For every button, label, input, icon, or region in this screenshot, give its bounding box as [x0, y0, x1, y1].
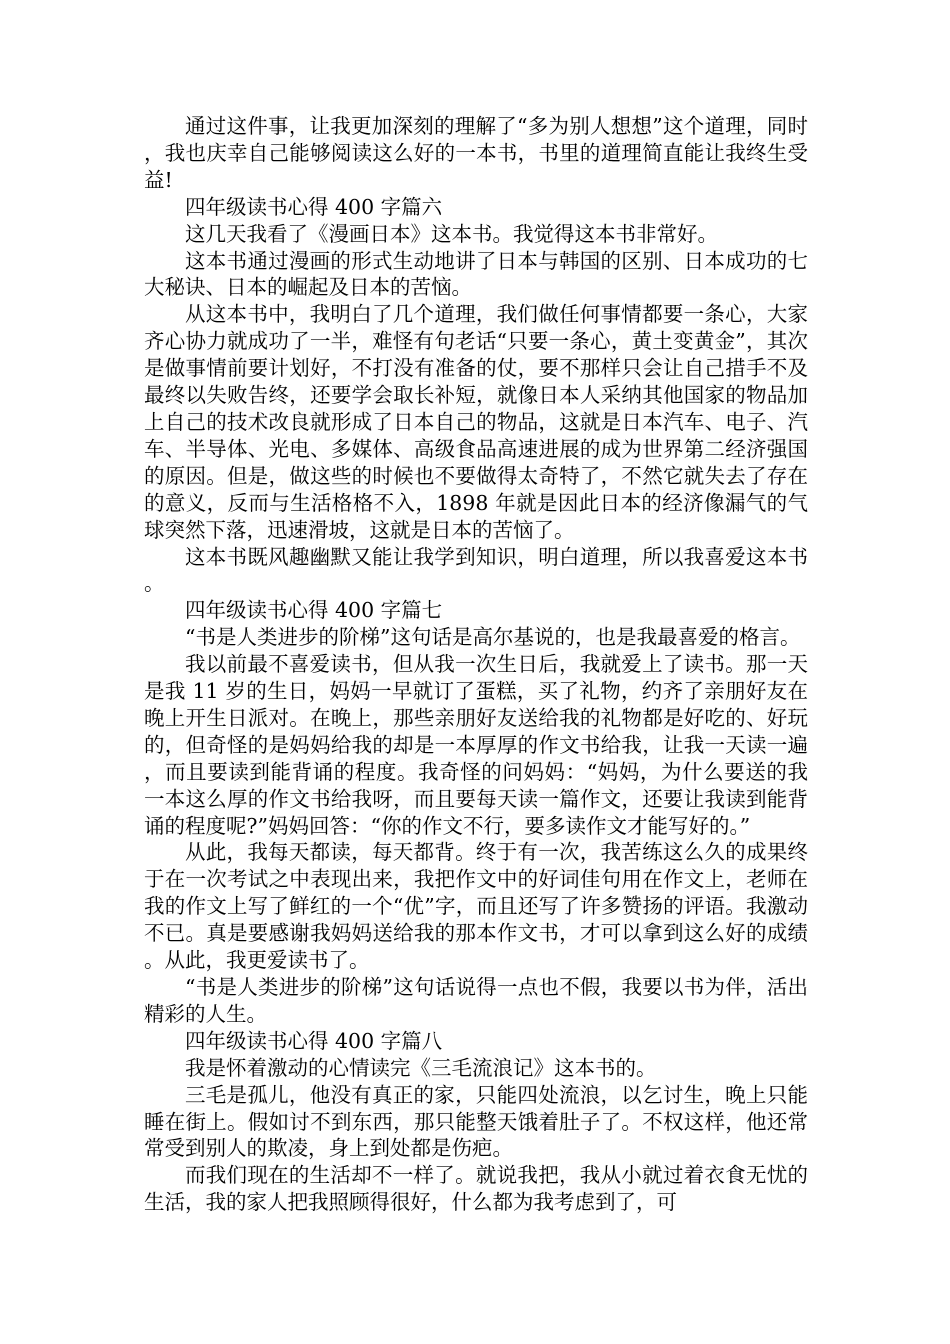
paragraph: 而我们现在的生活却不一样了。就说我把，我从小就过着衣食无忧的生活，我的家人把我照顾得很好，什么都为我考虑到了，可 [144, 1163, 808, 1215]
paragraph: 我以前最不喜爱读书，但从我一次生日后，我就爱上了读书。那一天是我 11 岁的生日，妈妈一早就订了蛋糕，买了礼物，约齐了亲朋好友在晚上开生日派对。在晚上，那些亲朋好友送给我的礼物都是好吃的、好玩的，但奇怪的是妈妈给我的却是一本厚厚的作文书给我，让我一天读一遍，而且要读到能背诵的程度。我奇怪的问妈妈：“妈妈，为什么要送的我一本这么厚的作文书给我呀，而且要每天读一篇作文，还要让我读到能背诵的程度呢?”妈妈回答：“你的作文不行，要多读作文才能写好的。” [144, 652, 808, 838]
paragraph: 三毛是孤儿，他没有真正的家，只能四处流浪，以乞讨生，晚上只能睡在街上。假如讨不到东西，那只能整天饿着肚子了。不权这样，他还常常受到别人的欺凌，身上到处都是伤疤。 [144, 1082, 808, 1161]
paragraph: 这本书通过漫画的形式生动地讲了日本与韩国的区别、日本成功的七大秘诀、日本的崛起及日本的苦恼。 [144, 248, 808, 300]
paragraph: 我是怀着激动的心情读完《三毛流浪记》这本书的。 [185, 1055, 657, 1080]
paragraph: 这本书既风趣幽默又能让我学到知识，明白道理，所以我喜爱这本书。 [144, 544, 808, 596]
section-heading: 四年级读书心得 400 字篇六 [185, 194, 443, 219]
section-heading: 四年级读书心得 400 字篇七 [185, 598, 443, 623]
paragraph: “书是人类进步的阶梯”这句话说得一点也不假，我要以书为伴，活出精彩的人生。 [144, 975, 808, 1026]
document-page [144, 113, 808, 1216]
paragraph: 这几天我看了《漫画日本》这本书。我觉得这本书非常好。 [185, 221, 718, 246]
section-heading: 四年级读书心得 400 字篇八 [185, 1028, 443, 1053]
paragraph: 从此，我每天都读，每天都背。终于有一次，我苦练这么久的成果终于在一次考试之中表现出来，我把作文中的好词佳句用在作文上，老师在我的作文上写了鲜红的一个“优”字，而且还写了许多赞扬的评语。我激动不已。真是要感谢我妈妈送给我的那本作文书，才可以拿到这么好的成绩。从此，我更爱读书了。 [144, 840, 808, 973]
paragraph: 从这本书中，我明白了几个道理，我们做任何事情都要一条心，大家齐心协力就成功了一半，难怪有句老话“只要一条心，黄土变黄金”，其次是做事情前要计划好，不打没有准备的仗，要不那样只会让自己措手不及最终以失败告终，还要学会取长补短，就像日本人采纳其他国家的物品加上自己的技术改良就形成了日本自己的物品，这就是日本汽车、电子、汽车、半导体、光电、多媒体、高级食品高速进展的成为世界第二经济强国的原因。但是，做这些的时候也不要做得太奇特了，不然它就失去了存在的意义，反而与生活格格不入，1898 年就是因此日本的经济像漏气的气球突然下落，迅速滑坡，这就是日本的苦恼了。 [144, 302, 808, 542]
paragraph: 通过这件事，让我更加深刻的理解了“多为别人想想”这个道理，同时，我也庆幸自己能够阅读这么好的一本书，书里的道理简直能让我终生受益! [144, 114, 808, 192]
paragraph: “书是人类进步的阶梯”这句话是高尔基说的，也是我最喜爱的格言。 [185, 625, 801, 650]
